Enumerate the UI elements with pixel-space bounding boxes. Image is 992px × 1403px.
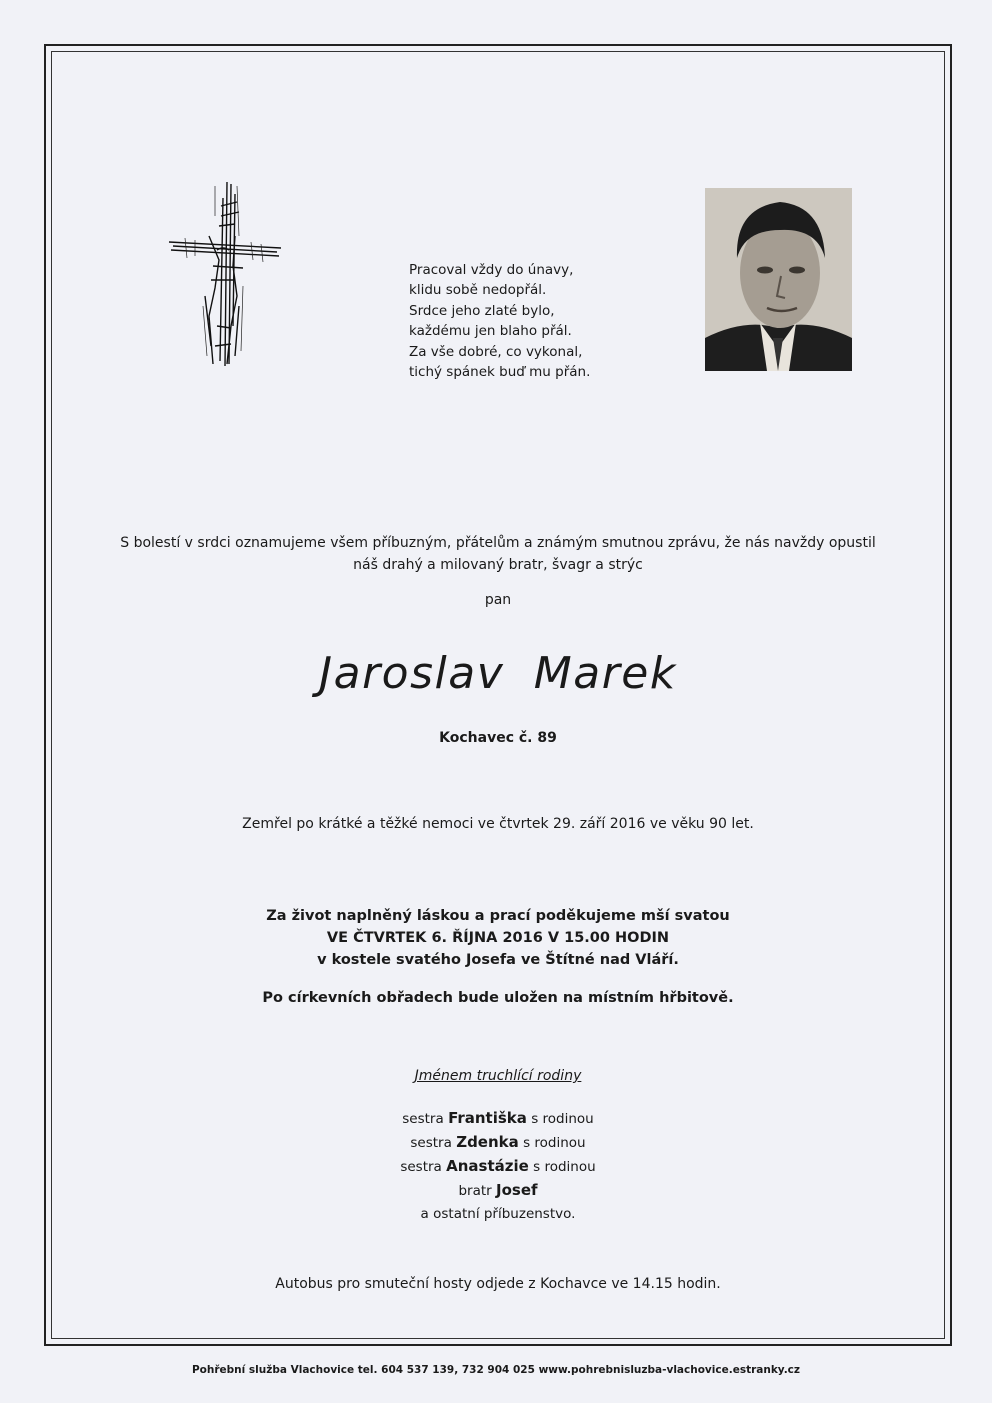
deceased-last-name: Marek [533, 648, 677, 699]
member-name: Františka [448, 1109, 527, 1127]
ceremony-line: Za život naplněný láskou a prací poděkujeme mší svatou [266, 908, 730, 924]
family-member [51, 1131, 945, 1155]
death-notice: Zemřel po krátké a těžké nemoci ve čtvrtek 29. září 2016 ve věku 90 let. [242, 816, 754, 832]
poem-line: Srdce jeho zlaté bylo, [409, 302, 555, 319]
salutation: pan [484, 592, 512, 608]
member-suffix: s rodinou [523, 1135, 586, 1151]
death-announcement [51, 532, 945, 576]
ceremony-details [51, 905, 945, 971]
deceased-first-name: Jaroslav [319, 648, 505, 699]
announcement-line: náš drahý a milovaný bratr, švagr a strýc [353, 557, 643, 573]
funeral-service-footer: Pohřební služba Vlachovice tel. 604 537 139, 732 904 025 www.pohrebnisluzba-vlachovice.estranky.cz [191, 1364, 801, 1376]
crucifix-icon [165, 176, 283, 366]
member-relation: bratr [458, 1183, 492, 1199]
member-suffix: s rodinou [531, 1111, 594, 1127]
family-closing: a ostatní příbuzenstvo. [420, 1206, 576, 1222]
family-member [51, 1107, 945, 1131]
poem-line: klidu sobě nedopřál. [409, 282, 547, 299]
member-relation: sestra [400, 1159, 442, 1175]
member-suffix: s rodinou [533, 1159, 596, 1175]
family-member [51, 1155, 945, 1179]
member-relation: sestra [402, 1111, 444, 1127]
family-heading: Jménem truchlící rodiny [414, 1068, 582, 1084]
poem-line: každému jen blaho přál. [409, 323, 572, 340]
burial-notice: Po církevních obřadech bude uložen na místním hřbitově. [262, 990, 734, 1006]
ceremony-date: VE ČTVRTEK 6. ŘÍJNA 2016 V 15.00 HODIN [326, 930, 670, 946]
bus-notice: Autobus pro smuteční hosty odjede z Kochavce ve 14.15 hodin. [275, 1276, 721, 1292]
member-relation: sestra [410, 1135, 452, 1151]
deceased-address: Kochavec č. 89 [439, 730, 557, 746]
announcement-line: S bolestí v srdci oznamujeme všem příbuzným, přátelům a známým smutnou zprávu, že nás navždy opustil [120, 535, 876, 551]
member-name: Anastázie [446, 1157, 529, 1175]
poem-line: Pracoval vždy do únavy, [409, 262, 574, 278]
family-member [51, 1179, 945, 1203]
ceremony-location: v kostele svatého Josefa ve Štítné nad Vláří. [317, 952, 679, 968]
poem-line: tichý spánek buď mu přán. [409, 364, 591, 381]
deceased-name [51, 648, 945, 699]
deceased-portrait-photo [705, 188, 852, 371]
family-list [51, 1107, 945, 1226]
memorial-poem [409, 260, 629, 382]
poem-line: Za vše dobré, co vykonal, [409, 343, 583, 360]
member-name: Zdenka [456, 1133, 519, 1151]
member-name: Josef [496, 1181, 538, 1199]
